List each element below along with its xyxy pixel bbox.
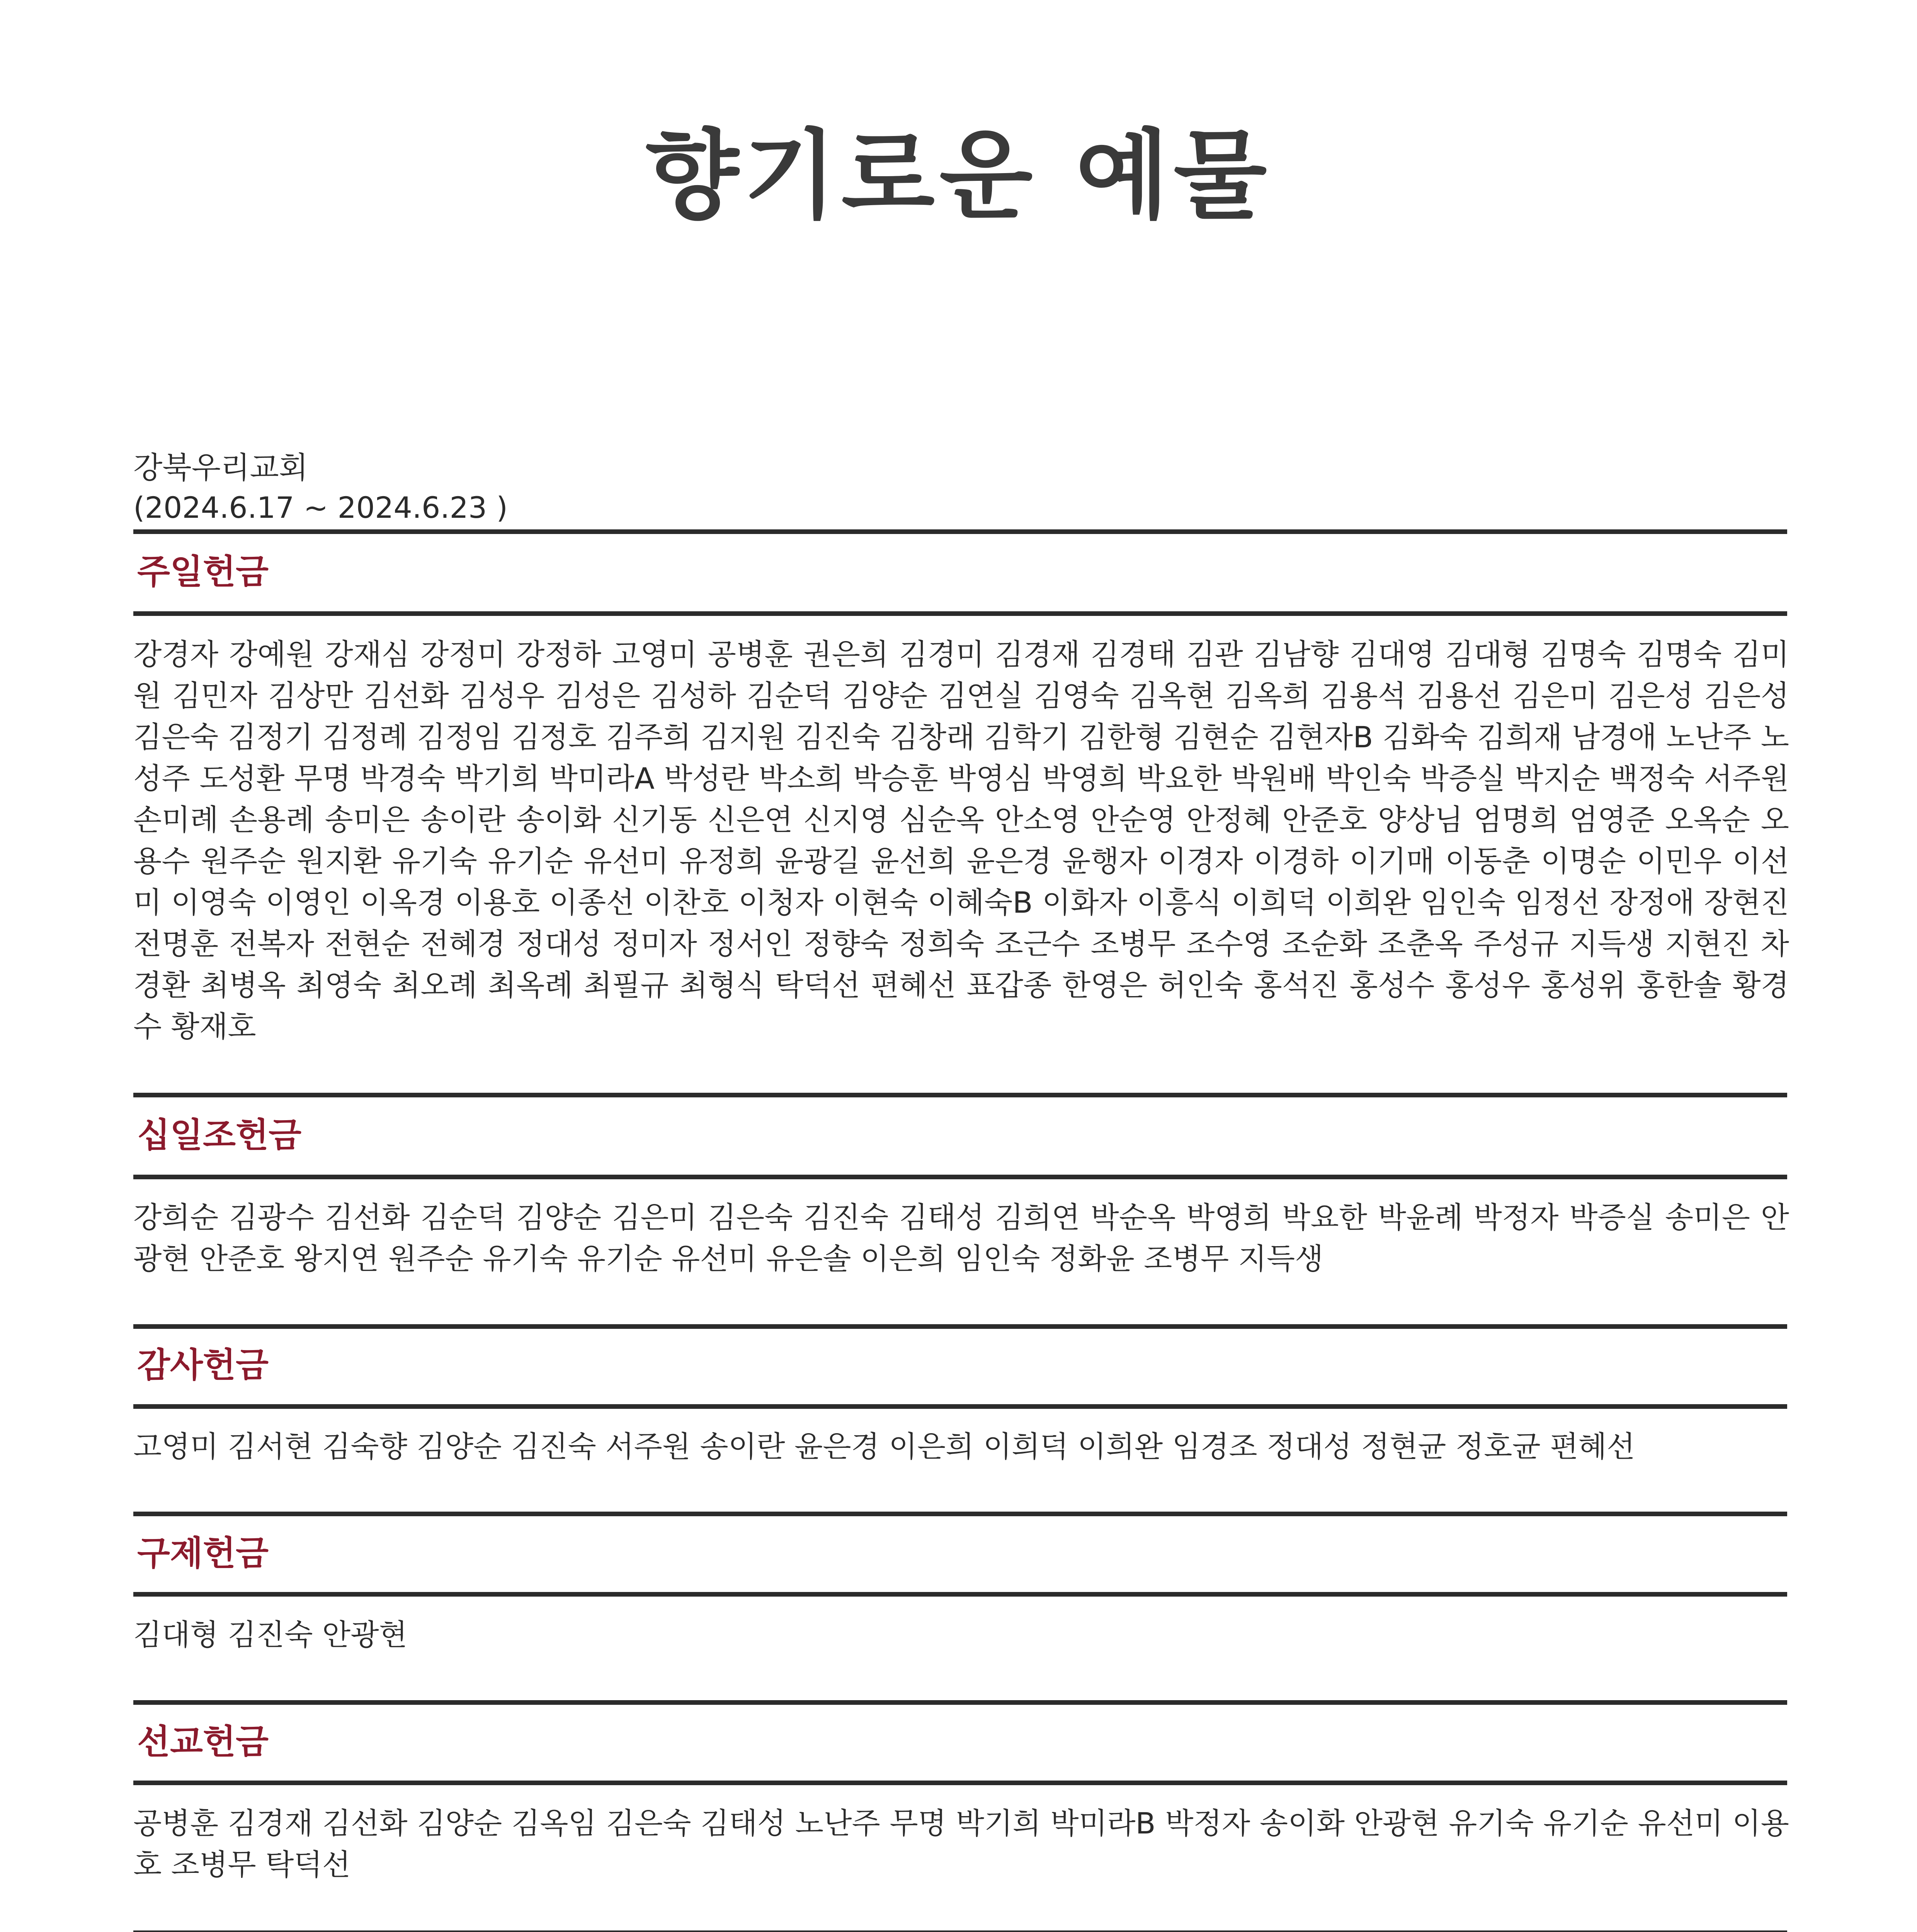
section-divider <box>133 1592 1787 1597</box>
section-divider <box>133 1781 1787 1785</box>
section-divider <box>133 1512 1787 1516</box>
section-title-thanksgiving: 감사헌금 <box>137 1345 269 1385</box>
section-divider <box>133 529 1787 534</box>
section-divider <box>133 1093 1787 1097</box>
section-divider <box>133 1930 1787 1932</box>
section-names-tithe: 강희순 김광수 김선화 김순덕 김양순 김은미 김은숙 김진숙 김태성 김희연 박순옥 박영희 박요한 박윤례 박정자 박증실 송미은 안광현 안준호 왕지연 원주순 유기숙 유기순 유선미 유은솔 이은희 임인숙 정화윤 조병무 지득생 <box>133 1200 1789 1276</box>
section-names-relief: 김대형 김진숙 안광현 <box>133 1617 408 1652</box>
section-names-thanksgiving: 고영미 김서현 김숙향 김양순 김진숙 서주원 송이란 윤은경 이은희 이희덕 이희완 임경조 정대성 정현균 정호균 편혜선 <box>133 1429 1635 1464</box>
section-names-mission: 공병훈 김경재 김선화 김양순 김옥임 김은숙 김태성 노난주 무명 박기희 박미라B 박정자 송이화 안광현 유기숙 유기순 유선미 이용호 조병무 탁덕선 <box>133 1806 1789 1882</box>
section-title-sunday-offering: 주일헌금 <box>137 552 269 592</box>
church-name: 강북우리교회 <box>133 451 308 485</box>
section-title-mission: 선교헌금 <box>137 1722 269 1762</box>
section-divider <box>133 1175 1787 1179</box>
date-range: (2024.6.17 ~ 2024.6.23 ) <box>133 490 508 525</box>
section-divider <box>133 1404 1787 1409</box>
section-title-tithe: 십일조헌금 <box>137 1115 302 1155</box>
section-divider <box>133 611 1787 616</box>
section-title-relief: 구제헌금 <box>137 1533 269 1573</box>
section-divider <box>133 1324 1787 1329</box>
section-names-sunday-offering: 강경자 강예원 강재심 강정미 강정하 고영미 공병훈 권은희 김경미 김경재 김경태 김관 김남향 김대영 김대형 김명숙 김명숙 김미원 김민자 김상만 김선화 김성우 김성은 김성하 김순덕 김양순 김연실 김영숙 김옥현 김옥희 김용석 김용선 김은미 김은성 김은성 김은숙 김정기 김정례 김정임 김정호 김주희 김지원 김진숙 김창래 김학기 김한형 김현순 김현자B 김화숙 김희재 남경애 노난주 노성주 도성환 무명 박경숙 박기희 박미라A 박성란 박소희 박승훈 박영심 박영희 박요한 박원배 박인숙 박증실 박지순 백정숙 서주원 손미례 손용례 송미은 송이란 송이화 신기동 신은연 신지영 심순옥 안소영 안순영 안정혜 안준호 양상님 엄명희 엄영준 오옥순 오용수 원주순 원지환 유기숙 유기순 유선미 유정희 윤광길 윤선희 윤은경 윤행자 이경자 이경하 이기매 이동춘 이명순 이민우 이선미 이영숙 이영인 이옥경 이용호 이종선 이찬호 이청자 이현숙 이혜숙B 이화자 이흥식 이희덕 이희완 임인숙 임정선 장정애 장현진 전명훈 전복자 전현순 전혜경 정대성 정미자 정서인 정향숙 정희숙 조근수 조병무 조수영 조순화 조춘옥 주성규 지득생 지현진 차경환 최병옥 최영숙 최오례 최옥례 최필규 최형식 탁덕선 편혜선 표갑종 한영은 허인숙 홍석진 홍성수 홍성우 홍성위 홍한솔 황경수 황재호 <box>133 637 1789 1044</box>
section-divider <box>133 1700 1787 1705</box>
document-title: 향기로운 예물 <box>645 119 1272 232</box>
